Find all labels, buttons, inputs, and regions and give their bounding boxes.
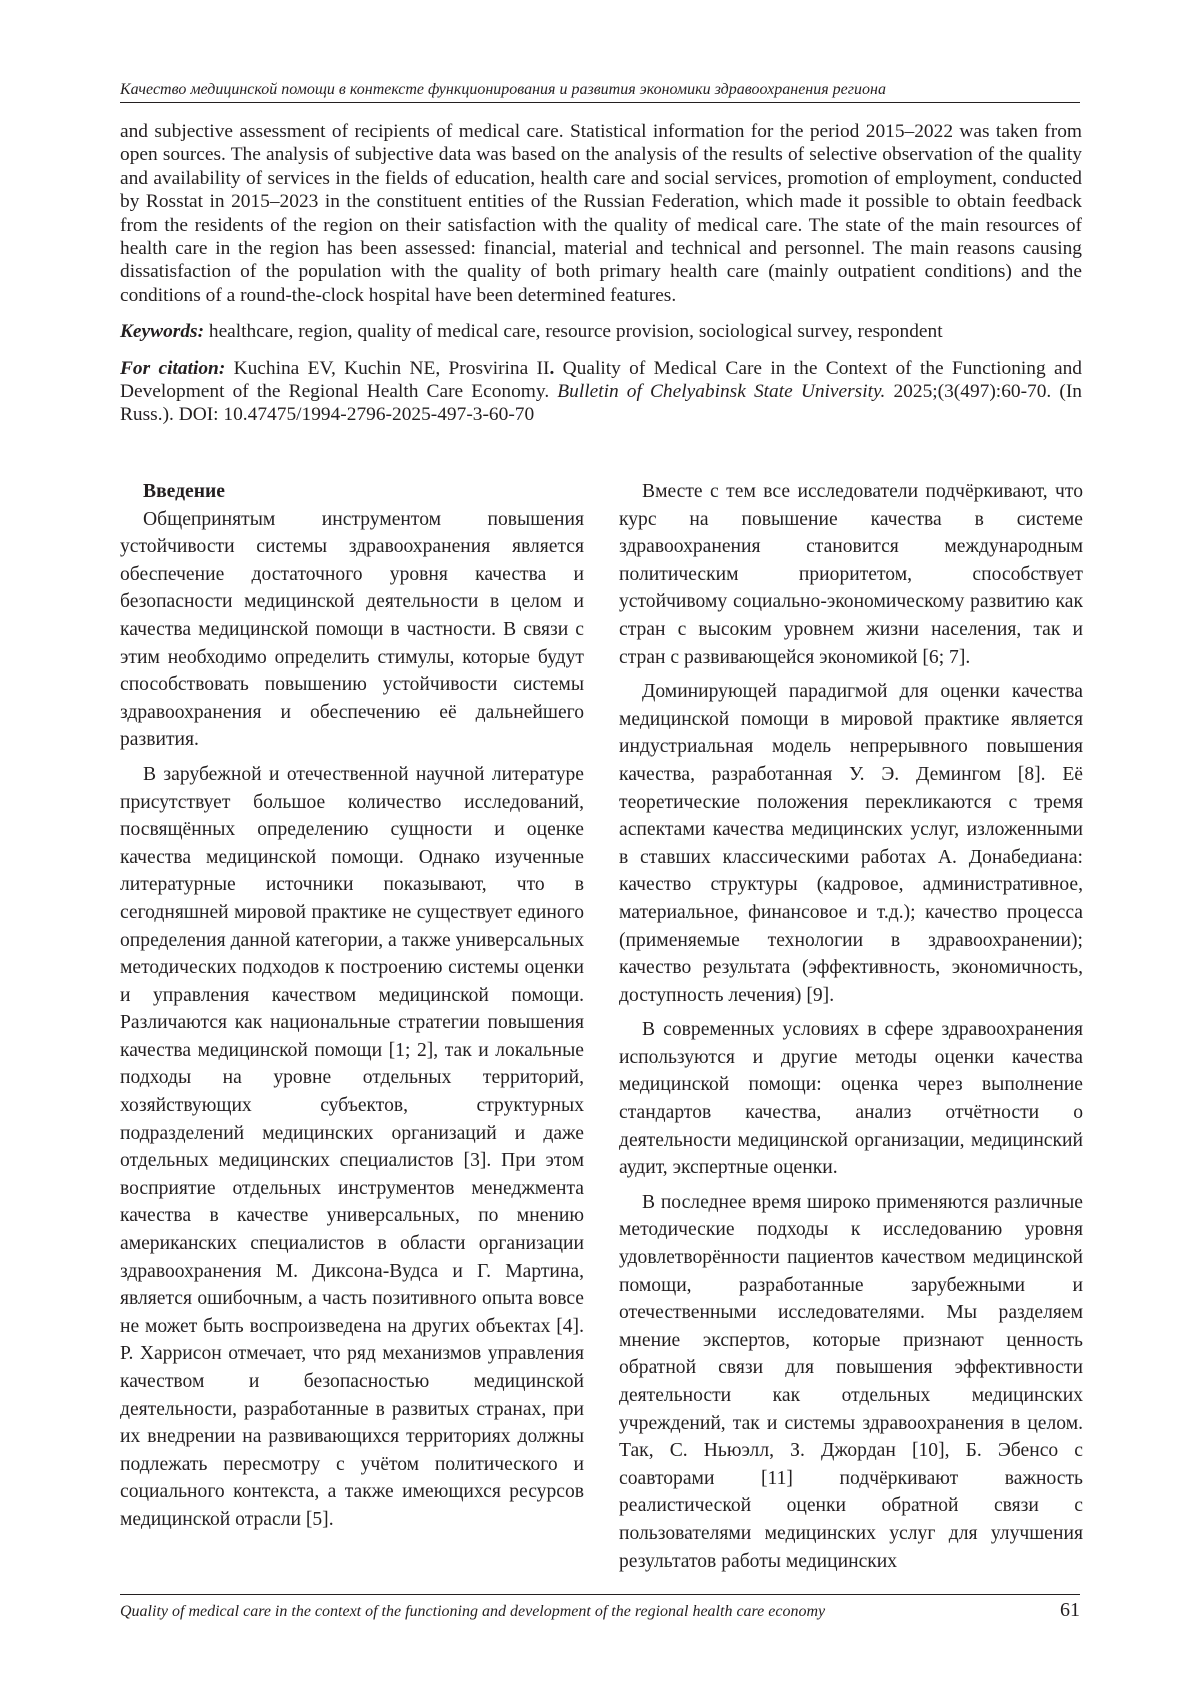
citation-authors: Kuchina EV, Kuchin NE, Prosvirina II (225, 357, 550, 379)
left-column (120, 478, 584, 1541)
citation-title: Quality of Medical Care in the Context of the Functioning and Development of the Regional Health Care Economy. (120, 357, 1082, 403)
section-heading: Введение (143, 481, 225, 502)
citation-dot: . (549, 357, 555, 379)
paragraph: Общепринятым инструментом повышения устойчивости системы здравоохранения является обеспечение достаточного уровня качества и безопасности медицинской деятельности в целом и качества медицинской помощи в частности. В связи с этим необходимо определить стимулы, которые будут способствовать повышению устойчивости системы здравоохранения и обеспечению её дальнейшего развития. (120, 508, 584, 751)
paragraph: В зарубежной и отечественной научной литературе присутствует большое количество исследований, посвящённых определению сущности и оценке качества медицинской помощи. Однако изученные литературные источники показывают, что в сегодняшней мировой практике не существует единого определения данной категории, а также универсальных методических подходов к построению системы оценки и управления качеством медицинской помощи. Различаются как национальные стратегии повышения качества медицинской помощи [1; 2], так и локальные подходы на уровне отдельных территорий, хозяйствующих субъектов, структурных подразделений медицинских организаций и даже отдельных медицинских специалистов [3]. При этом восприятие отдельных инструментов менеджмента качества в качестве универсальных, по мнению американских специалистов в области организации здравоохранения М. Диксона-Вудса и Г. Мартина, является ошибочным, а часть позитивного опыта вовсе не может быть воспроизведена на других объектах [4]. Р. Харрисон отмечает, что ряд механизмов управления качеством и безопасностью медицинской деятельности, разработанные в развитых странах, при их внедрении на развивающихся территориях должны подлежать пересмотру с учётом политического и социального контекста, а также имеющихся ресурсов медицинской отрасли [5]. (120, 763, 584, 1530)
citation-journal: Bulletin of Chelyabinsk State University. (557, 381, 886, 403)
page-number: 61 (1060, 1599, 1080, 1621)
running-head: Качество медицинской помощи в контексте функционирования и развития экономики здравоохранения региона (120, 81, 886, 98)
paragraph: Доминирующей парадигмой для оценки качества медицинской помощи в мировой практике является индустриальная модель непрерывного повышения качества, разработанная У. Э. Демингом [8]. Её теоретические положения перекликаются с тремя аспектами качества медицинских услуг, изложенными в ставших классическими работах А. Донабедиана: качество структуры (кадровое, административное, материальное, финансовое и т.д.); качество процесса (применяемые технологии в здравоохранении); качество результата (эффективность, экономичность, доступность лечения) [9]. (619, 681, 1083, 1006)
right-column (619, 478, 1083, 1582)
abstract-block (120, 120, 1082, 440)
footer-rule (120, 1594, 1080, 1595)
keywords-text: healthcare, region, quality of medical care, resource provision, sociological survey, respondent (204, 321, 943, 343)
citation-label: For citation: (120, 357, 226, 379)
header-rule (120, 102, 1080, 103)
paragraph: В последнее время широко применяются различные методические подходы к исследованию уровня удовлетворённости пациентов качеством медицинской помощи, разработанные зарубежными и отечественными исследователями. Мы разделяем мнение экспертов, которые признают ценность обратной связи для повышения эффективности деятельности как отдельных медицинских учреждений, так и системы здравоохранения в целом. Так, С. Ньюэлл, З. Джордан [10], Б. Эбенсо с соавторами [11] подчёркивают важность реалистической оценки обратной связи с пользователями медицинских услуг для улучшения результатов работы медицинских (619, 1191, 1083, 1572)
keywords-label: Keywords: (120, 321, 205, 343)
abstract-text: and subjective assessment of recipients of medical care. Statistical information for the period 2015–2022 was taken from open sources. The analysis of subjective data was based on the analysis of the results of selective observation of the quality and availability of services in the fields of education, health care and social services, promotion of employment, conducted by Rosstat in 2015–2023 in the constituent entities of the Russian Federation, which made it possible to obtain feedback from the residents of the region on their satisfaction with the quality of medical care. The state of the main resources of health care in the region has been assessed: financial, material and technical and personnel. The main reasons causing dissatisfaction of the population with the quality of both primary health care (mainly outpatient conditions) and the conditions of a round-the-clock hospital have been determined features. (120, 121, 1082, 306)
keywords (120, 320, 1082, 343)
paragraph: В современных условиях в сфере здравоохранения используются и другие методы оценки качества медицинской помощи: оценка через выполнение стандартов качества, анализ отчётности о деятельности медицинской организации, медицинский аудит, экспертные оценки. (619, 1019, 1083, 1179)
footer-title: Quality of medical care in the context of the functioning and development of the regional health care economy (120, 1603, 826, 1620)
paragraph: Вместе с тем все исследователи подчёркивают, что курс на повышение качества в системе здравоохранения становится международным политическим приоритетом, способствует устойчивому социально-экономическому развитию как стран с высоким уровнем жизни населения, так и стран с развивающейся экономикой [6; 7]. (619, 481, 1083, 668)
citation-details: 2025;(3(497):60-70. (In Russ.). DOI: 10.47475/1994-2796-2025-497-3-60-70 (120, 381, 1082, 426)
citation (120, 357, 1082, 427)
